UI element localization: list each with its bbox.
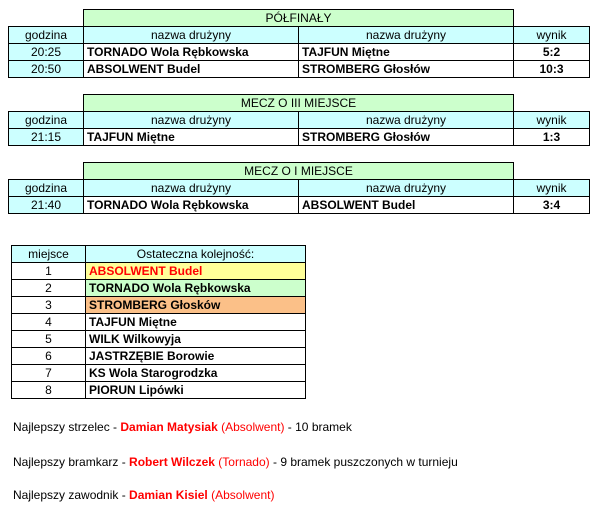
place-cell: 5 [12,331,86,348]
award-team: (Absolwent) [207,488,275,502]
col-team1-header: nazwa drużyny [84,27,299,44]
col-team2-header: nazwa drużyny [299,27,514,44]
col-time-header: godzina [9,27,84,44]
table-row [9,61,590,78]
col-team2-header: nazwa drużyny [299,112,514,129]
match-time: 21:15 [9,129,84,146]
table-row [9,129,590,146]
match-time: 20:25 [9,44,84,61]
col-team1-header: nazwa drużyny [84,180,299,197]
semifinals-title: PÓŁFINAŁY [84,10,514,27]
table-row [12,314,306,331]
award-team: (Tornado) [214,455,270,469]
col-result-header: wynik [514,112,590,129]
semifinals-table [8,9,590,78]
team-cell: ABSOLWENT Budel [86,263,306,280]
best-player-line [13,488,274,502]
table-row [9,44,590,61]
table-row [12,297,306,314]
table-row [12,382,306,399]
first-place-table [8,162,590,214]
team-cell: PIORUN Lipówki [86,382,306,399]
place-cell: 1 [12,263,86,280]
col-result-header: wynik [514,27,590,44]
table-row [12,331,306,348]
col-order-header: Ostateczna kolejność: [86,246,306,263]
third-place-title: MECZ O III MIEJSCE [84,95,514,112]
team1-cell: TAJFUN Miętne [84,129,299,146]
best-keeper-line [13,455,458,469]
place-cell: 4 [12,314,86,331]
col-time-header: godzina [9,180,84,197]
place-cell: 7 [12,365,86,382]
first-place-title: MECZ O I MIEJSCE [84,163,514,180]
table-row [12,263,306,280]
standings-table [11,245,306,399]
col-team1-header: nazwa drużyny [84,112,299,129]
award-name: Damian Kisiel [129,488,208,502]
team2-cell: STROMBERG Głosłów [299,129,514,146]
result-cell: 3:4 [514,197,590,214]
team-cell: TORNADO Wola Rębkowska [86,280,306,297]
col-place-header: miejsce [12,246,86,263]
team-cell: JASTRZĘBIE Borowie [86,348,306,365]
team-cell: TAJFUN Miętne [86,314,306,331]
result-cell: 1:3 [514,129,590,146]
award-label: Najlepszy zawodnik - [13,488,130,502]
match-time: 21:40 [9,197,84,214]
table-row [12,365,306,382]
best-scorer-line [13,420,352,434]
place-cell: 6 [12,348,86,365]
table-row [9,197,590,214]
place-cell: 2 [12,280,86,297]
match-time: 20:50 [9,61,84,78]
table-row [12,348,306,365]
award-team: (Absolwent) [217,420,285,434]
third-place-table [8,94,590,146]
col-team2-header: nazwa drużyny [299,180,514,197]
award-detail: - 10 bramek [284,420,352,434]
award-label: Najlepszy strzelec - [13,420,121,434]
col-result-header: wynik [514,180,590,197]
award-name: Damian Matysiak [120,420,218,434]
result-cell: 5:2 [514,44,590,61]
team2-cell: ABSOLWENT Budel [299,197,514,214]
team2-cell: STROMBERG Głosłów [299,61,514,78]
team-cell: KS Wola Starogrodzka [86,365,306,382]
place-cell: 3 [12,297,86,314]
team2-cell: TAJFUN Miętne [299,44,514,61]
team-cell: STROMBERG Głosków [86,297,306,314]
award-name: Robert Wilczek [129,455,215,469]
team-cell: WILK Wilkowyja [86,331,306,348]
col-time-header: godzina [9,112,84,129]
team1-cell: TORNADO Wola Rębkowska [84,197,299,214]
place-cell: 8 [12,382,86,399]
team1-cell: TORNADO Wola Rębkowska [84,44,299,61]
team1-cell: ABSOLWENT Budel [84,61,299,78]
result-cell: 10:3 [514,61,590,78]
award-detail: - 9 bramek puszczonych w turnieju [269,455,458,469]
table-row [12,280,306,297]
award-label: Najlepszy bramkarz - [13,455,130,469]
